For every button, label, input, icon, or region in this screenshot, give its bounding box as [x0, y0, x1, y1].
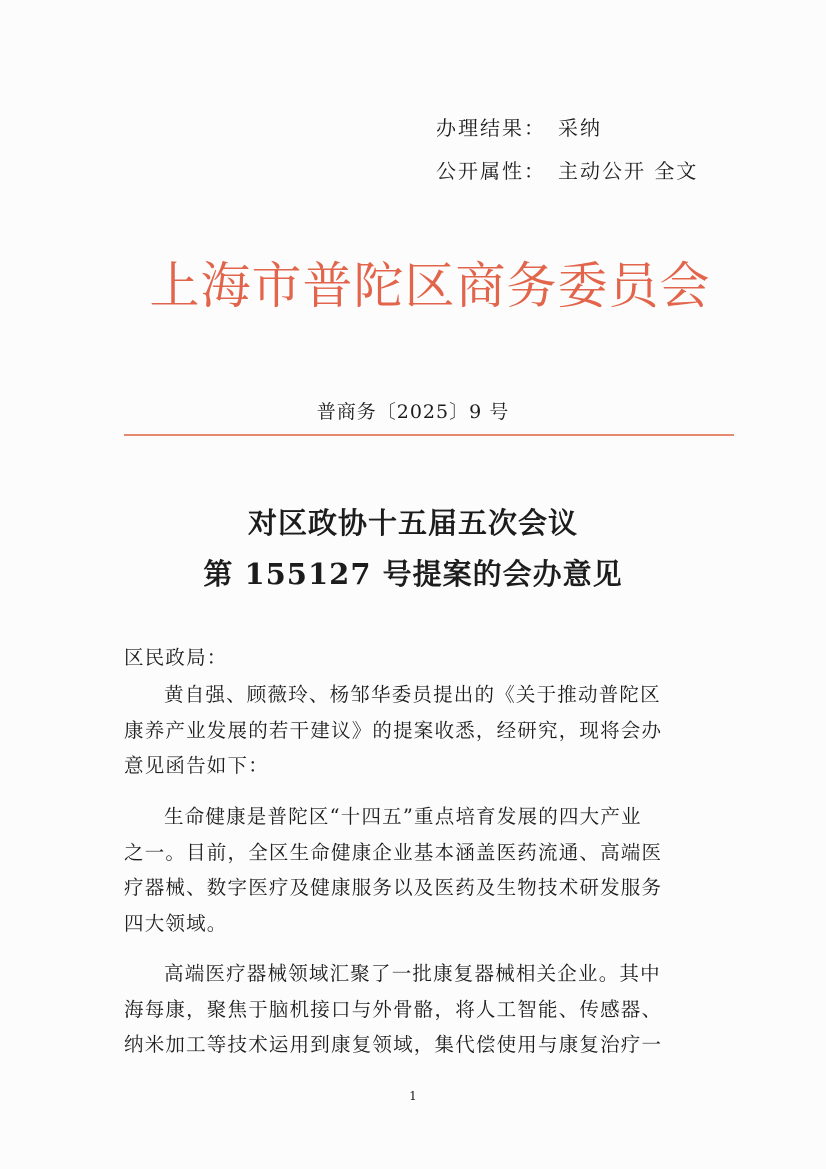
letterhead-divider [124, 434, 734, 436]
paragraph-line: 高端医疗器械领域汇聚了一批康复器械相关企业。其中 [164, 962, 661, 985]
paragraph-line: 意见函告如下： [124, 754, 269, 777]
salutation: 区民政局： [124, 646, 228, 669]
paragraph-line: 生命健康是普陀区“十四五”重点培育发展的四大产业 [164, 805, 642, 828]
handling-result-value: 采纳 [558, 116, 602, 140]
body-paragraph-3 [124, 956, 724, 1063]
handling-result-label: 办理结果： [436, 116, 546, 140]
paragraph-line: 海每康，聚焦于脑机接口与外骨骼，将人工智能、传感器、 [124, 997, 663, 1021]
page-number: 1 [409, 1089, 417, 1103]
disclosure-attribute [436, 155, 698, 184]
body-paragraph-2 [124, 799, 724, 941]
document-number: 普商务〔2025〕9 号 [316, 401, 510, 423]
paragraph-line: 之一。目前，全区生命健康企业基本涵盖医药流通、高端医 [124, 840, 663, 864]
paragraph-line: 康养产业发展的若干建议》的提案收悉，经研究，现将会办 [124, 718, 663, 742]
paragraph-line: 四大领域。 [124, 911, 228, 935]
agency-letterhead: 上海市普陀区商务委员会 [149, 257, 711, 315]
paragraph-line: 纳米加工等技术运用到康复领域，集代偿使用与康复治疗一 [124, 1033, 663, 1056]
document-title-line-1: 对区政协十五届五次会议 [247, 506, 578, 540]
disclosure-value: 主动公开 全文 [558, 159, 699, 183]
body-paragraph-1 [124, 677, 724, 784]
paragraph-line: 疗器械、数字医疗及健康服务以及医药及生物技术研发服务 [124, 876, 663, 899]
document-title-line-2: 第 155127 号提案的会办意见 [203, 557, 623, 591]
paragraph-line: 黄自强、顾薇玲、杨邹华委员提出的《关于推动普陀区 [164, 683, 661, 706]
handling-result [436, 112, 602, 141]
disclosure-label: 公开属性： [436, 159, 546, 183]
